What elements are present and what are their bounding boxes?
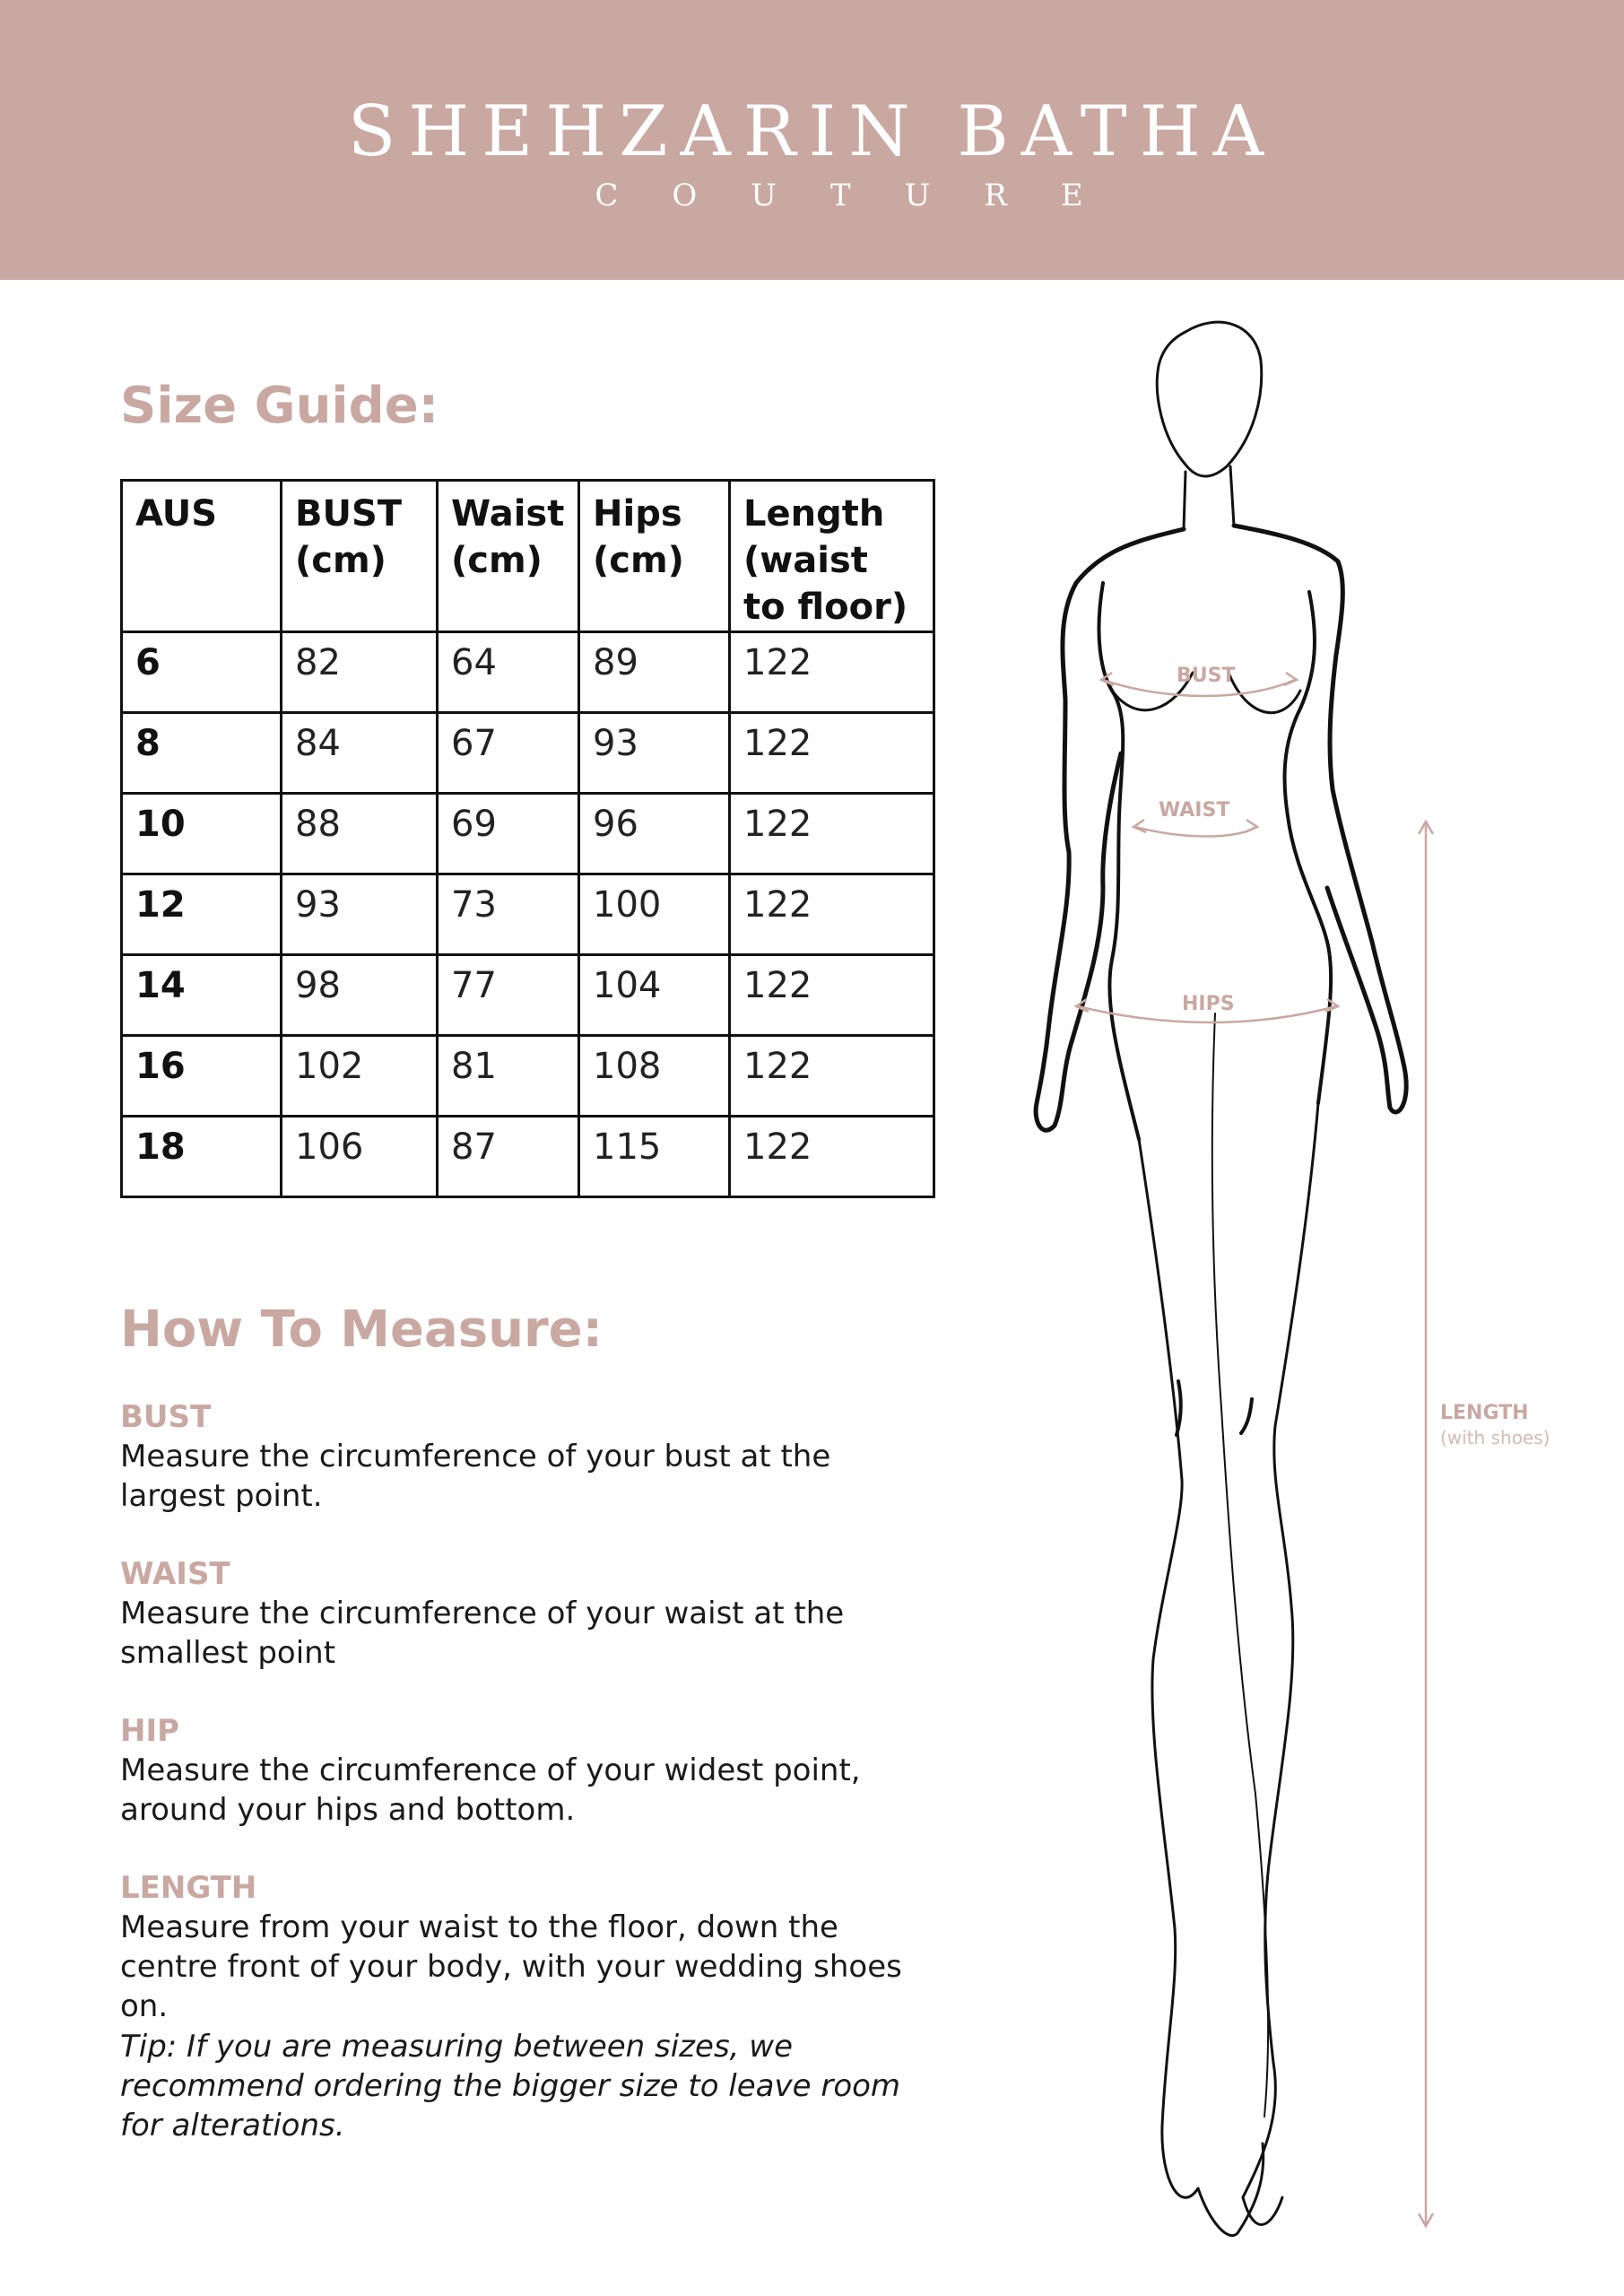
header-aus: AUS <box>122 481 282 632</box>
figure-knees <box>1177 1381 1252 1435</box>
figure-left-leg <box>1139 1139 1198 2197</box>
bust-cell: 102 <box>282 1036 438 1117</box>
measure-label: BUST <box>120 1399 212 1435</box>
measure-text: Measure the circumference of your bust at the largest point. <box>120 1439 831 1514</box>
measure-label: HIP <box>120 1713 180 1749</box>
length-cell: 122 <box>730 713 934 794</box>
measure-text: Measure the circumference of your waist at the smallest point <box>120 1596 845 1671</box>
waist-cell: 69 <box>438 794 579 874</box>
measure-text: Measure from your waist to the floor, down the centre front of your body, with your wedding shoes on. <box>120 1909 902 2024</box>
waist-cell: 64 <box>438 632 579 713</box>
figure-left-arm <box>1036 529 1184 1130</box>
measure-bust <box>120 1397 927 1516</box>
table-header-row <box>122 481 934 632</box>
waist-cell: 67 <box>438 713 579 794</box>
size-cell: 14 <box>122 955 282 1036</box>
length-cell: 122 <box>730 632 934 713</box>
length-cell: 122 <box>730 874 934 955</box>
figure-right-leg <box>1243 1103 1318 2197</box>
size-cell: 6 <box>122 632 282 713</box>
table-row <box>122 1036 934 1117</box>
length-cell: 122 <box>730 794 934 874</box>
hips-cell: 96 <box>579 794 730 874</box>
measure-waist <box>120 1554 927 1673</box>
waist-measure-arrow <box>1135 827 1255 837</box>
size-cell: 18 <box>122 1117 282 1197</box>
waist-cell: 87 <box>438 1117 579 1197</box>
bust-cell: 88 <box>282 794 438 874</box>
header-banner <box>0 0 1624 280</box>
size-table <box>120 479 935 1198</box>
figure-length-label: LENGTH <box>1440 1402 1529 1424</box>
header-waist: Waist (cm) <box>438 481 579 632</box>
size-cell: 16 <box>122 1036 282 1117</box>
figure-length-sublabel: (with shoes) <box>1440 1427 1550 1448</box>
tip-text: Tip: If you are measuring between sizes, we recommend ordering the bigger size to leave room for alterations. <box>120 2029 901 2144</box>
size-cell: 10 <box>122 794 282 874</box>
header-length: Length (waist to floor) <box>730 481 934 632</box>
bust-cell: 82 <box>282 632 438 713</box>
table-row <box>122 632 934 713</box>
measure-text: Measure the circumference of your widest point, around your hips and bottom. <box>120 1752 861 1828</box>
waist-cell: 81 <box>438 1036 579 1117</box>
waist-cell: 77 <box>438 955 579 1036</box>
figure-waist-label: WAIST <box>1159 799 1230 822</box>
hips-cell: 108 <box>579 1036 730 1117</box>
table-row <box>122 794 934 874</box>
figure-right-arm <box>1234 526 1406 1112</box>
size-guide-title: Size Guide: <box>120 377 439 435</box>
figure-head <box>1157 322 1261 476</box>
bust-cell: 84 <box>282 713 438 794</box>
length-cell: 122 <box>730 955 934 1036</box>
table-row <box>122 713 934 794</box>
measure-label: WAIST <box>120 1556 230 1592</box>
figure-feet <box>1198 2144 1282 2236</box>
waist-cell: 73 <box>438 874 579 955</box>
bust-cell: 93 <box>282 874 438 955</box>
table-row <box>122 874 934 955</box>
table-row <box>122 1117 934 1197</box>
table-row <box>122 955 934 1036</box>
measure-label: LENGTH <box>120 1870 257 1906</box>
bust-cell: 98 <box>282 955 438 1036</box>
figure-torso-right <box>1285 592 1332 1103</box>
size-cell: 8 <box>122 713 282 794</box>
hips-cell: 89 <box>579 632 730 713</box>
measure-length <box>120 1868 927 2026</box>
hips-cell: 104 <box>579 955 730 1036</box>
hips-cell: 100 <box>579 874 730 955</box>
length-cell: 122 <box>730 1036 934 1117</box>
how-to-measure-title: How To Measure: <box>120 1300 603 1359</box>
figure-inner-leg <box>1212 1013 1268 2117</box>
brand-subtitle: COUTURE <box>595 178 1137 213</box>
body-figure-illustration <box>986 314 1596 2269</box>
hips-cell: 93 <box>579 713 730 794</box>
brand-name: SHEHZARIN BATHA <box>347 91 1277 172</box>
figure-bust-label: BUST <box>1177 665 1236 687</box>
header-hips: Hips (cm) <box>579 481 730 632</box>
length-cell: 122 <box>730 1117 934 1197</box>
measure-hip <box>120 1711 927 1830</box>
bust-cell: 106 <box>282 1117 438 1197</box>
hips-cell: 115 <box>579 1117 730 1197</box>
size-cell: 12 <box>122 874 282 955</box>
figure-hips-label: HIPS <box>1182 993 1235 1015</box>
header-bust: BUST (cm) <box>282 481 438 632</box>
